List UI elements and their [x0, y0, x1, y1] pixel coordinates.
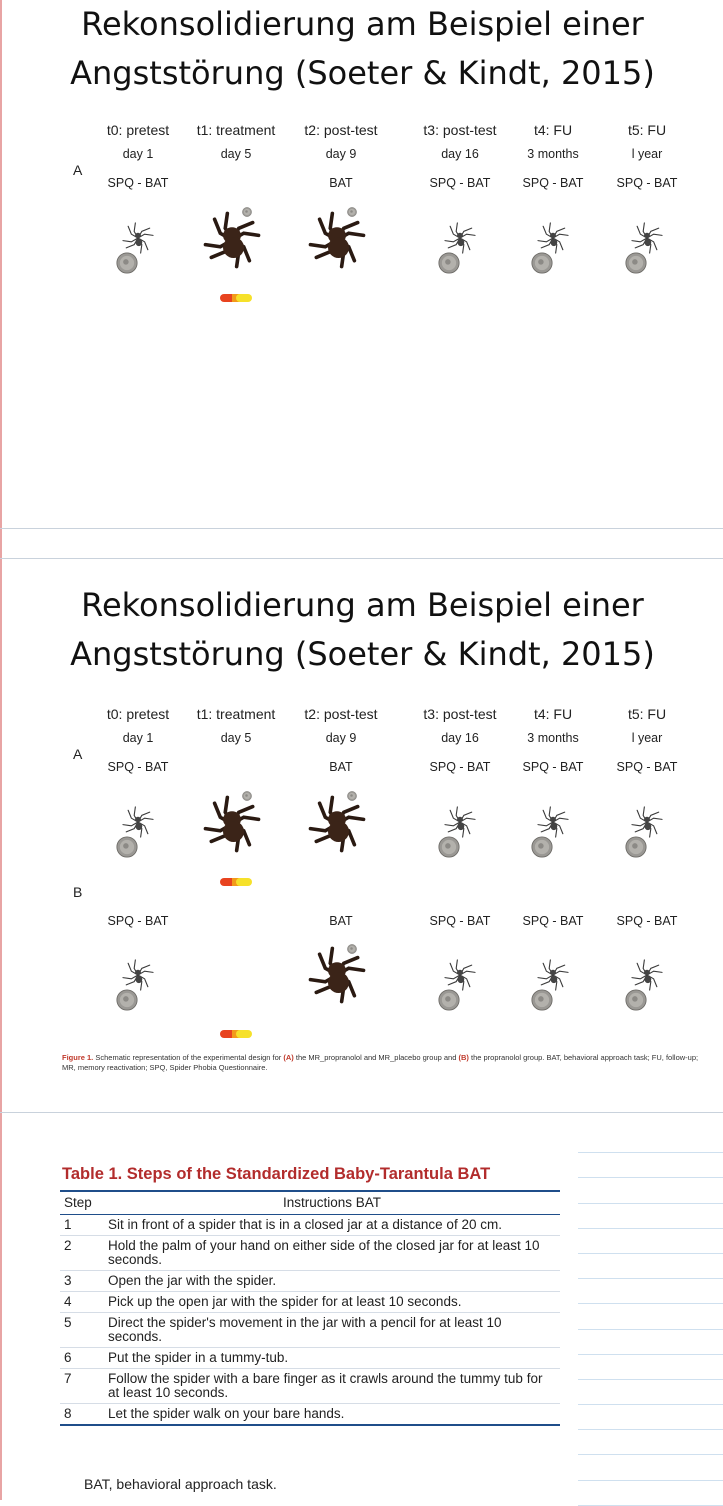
caption-text: the MR_propranolol and MR_placebo group and — [293, 1053, 459, 1062]
coin-icon — [242, 204, 252, 222]
table-row — [60, 1404, 560, 1426]
timepoint-measure: SPQ - BAT — [616, 176, 678, 190]
step-instruction: Follow the spider with a bare finger as it crawls around the tummy tub for at least 10 seconds. — [104, 1369, 560, 1404]
timepoint-measure: BAT — [329, 914, 353, 928]
slide-divider — [0, 528, 723, 529]
timepoint-day: l year — [631, 731, 663, 745]
step-number: 2 — [60, 1236, 104, 1271]
coin-icon — [625, 252, 647, 279]
caption-ref-a: (A) — [283, 1053, 294, 1062]
table-row — [60, 1313, 560, 1348]
step-instruction: Let the spider walk on your bare hands. — [104, 1404, 560, 1426]
timepoint-label: t3: post-test — [423, 122, 497, 138]
step-number: 1 — [60, 1215, 104, 1236]
table-row — [60, 1348, 560, 1369]
timepoint-label: t1: treatment — [196, 122, 276, 138]
table-row — [60, 1236, 560, 1271]
coin-icon — [347, 941, 357, 959]
timepoint-measure: SPQ - BAT — [522, 914, 584, 928]
caption-text: the propranolol group. BAT, behavioral approach task; FU, follow-up; MR, memory reactivation; SPQ, Spider Phobia Questionnaire. — [62, 1053, 699, 1072]
coin-icon — [531, 836, 553, 863]
slide-1 — [2, 0, 723, 528]
timepoint-measure: BAT — [329, 176, 353, 190]
notes-lines — [578, 1128, 723, 1506]
timepoint-measure: SPQ - BAT — [522, 760, 584, 774]
table-row — [60, 1271, 560, 1292]
step-number: 7 — [60, 1369, 104, 1404]
table-title: Table 1. Steps of the Standardized Baby-Tarantula BAT — [62, 1165, 491, 1183]
timepoint-label: t0: pretest — [106, 122, 170, 138]
table-row — [60, 1369, 560, 1404]
bat-steps-table — [60, 1190, 560, 1426]
slide-divider — [0, 1112, 723, 1113]
coin-icon — [438, 989, 460, 1016]
coin-icon — [531, 252, 553, 279]
slide-2 — [2, 559, 723, 1112]
coin-icon — [438, 836, 460, 863]
column-header-instructions: Instructions BAT — [104, 1191, 560, 1215]
timepoint-label: t2: post-test — [304, 706, 378, 722]
figure-caption — [62, 1053, 712, 1073]
step-instruction: Pick up the open jar with the spider for at least 10 seconds. — [104, 1292, 560, 1313]
step-instruction: Put the spider in a tummy-tub. — [104, 1348, 560, 1369]
row-a-label: A — [73, 162, 83, 178]
timepoint-measure: SPQ - BAT — [429, 176, 491, 190]
pill-icon — [219, 1026, 253, 1044]
step-number: 8 — [60, 1404, 104, 1426]
row-b-label: B — [73, 884, 83, 900]
timepoint-day: day 1 — [122, 147, 154, 161]
timepoint-day: day 16 — [441, 731, 479, 745]
slide-title: Rekonsolidierung am Beispiel einer Angststörung (Soeter & Kindt, 2015) — [70, 5, 655, 92]
timepoint-measure: SPQ - BAT — [429, 914, 491, 928]
table-row — [60, 1215, 560, 1236]
step-instruction: Direct the spider's movement in the jar with a pencil for at least 10 seconds. — [104, 1313, 560, 1348]
column-header-step: Step — [60, 1191, 104, 1215]
tarantula-large-icon — [307, 210, 367, 275]
timepoint-label: t3: post-test — [423, 706, 497, 722]
timepoint-measure: SPQ - BAT — [107, 760, 169, 774]
row-a-label: A — [73, 746, 83, 762]
timepoint-day: day 9 — [325, 731, 357, 745]
step-number: 3 — [60, 1271, 104, 1292]
timepoint-day: day 16 — [441, 147, 479, 161]
coin-icon — [347, 788, 357, 806]
timepoint-label: t5: FU — [627, 706, 667, 722]
coin-icon — [531, 989, 553, 1016]
coin-icon — [116, 252, 138, 279]
timepoint-day: day 5 — [220, 147, 252, 161]
timepoint-measure: SPQ - BAT — [616, 760, 678, 774]
coin-icon — [438, 252, 460, 279]
timepoint-label: t0: pretest — [106, 706, 170, 722]
table-row — [60, 1292, 560, 1313]
timepoint-measure: SPQ - BAT — [429, 760, 491, 774]
slide-title: Rekonsolidierung am Beispiel einer Angststörung (Soeter & Kindt, 2015) — [70, 586, 655, 673]
pill-icon — [219, 290, 253, 308]
tarantula-large-icon — [202, 794, 262, 859]
table-footnote: BAT, behavioral approach task. — [84, 1476, 277, 1492]
timepoint-measure: SPQ - BAT — [522, 176, 584, 190]
caption-text: Schematic representation of the experimental design for — [93, 1053, 284, 1062]
timepoint-day: 3 months — [527, 731, 579, 745]
coin-icon — [116, 836, 138, 863]
step-number: 6 — [60, 1348, 104, 1369]
timepoint-day: day 1 — [122, 731, 154, 745]
tarantula-large-icon — [307, 794, 367, 859]
caption-label: Figure 1. — [62, 1053, 94, 1062]
step-instruction: Open the jar with the spider. — [104, 1271, 560, 1292]
coin-icon — [625, 836, 647, 863]
step-instruction: Hold the palm of your hand on either side of the closed jar for at least 10 seconds. — [104, 1236, 560, 1271]
coin-icon — [347, 204, 357, 222]
timepoint-day: l year — [631, 147, 663, 161]
timepoint-measure: BAT — [329, 760, 353, 774]
timepoint-day: day 5 — [220, 731, 252, 745]
timepoint-day: 3 months — [527, 147, 579, 161]
timepoint-label: t4: FU — [533, 706, 573, 722]
timepoint-label: t4: FU — [533, 122, 573, 138]
timepoint-label: t2: post-test — [304, 122, 378, 138]
tarantula-large-icon — [202, 210, 262, 275]
timepoint-measure: SPQ - BAT — [616, 914, 678, 928]
timepoint-measure: SPQ - BAT — [107, 914, 169, 928]
step-instruction: Sit in front of a spider that is in a closed jar at a distance of 20 cm. — [104, 1215, 560, 1236]
step-number: 4 — [60, 1292, 104, 1313]
step-number: 5 — [60, 1313, 104, 1348]
coin-icon — [116, 989, 138, 1016]
timepoint-day: day 9 — [325, 147, 357, 161]
caption-ref-b: (B) — [458, 1053, 469, 1062]
coin-icon — [625, 989, 647, 1016]
timepoint-label: t5: FU — [627, 122, 667, 138]
pill-icon — [219, 874, 253, 892]
coin-icon — [242, 788, 252, 806]
tarantula-large-icon — [307, 945, 367, 1010]
timepoint-measure: SPQ - BAT — [107, 176, 169, 190]
timepoint-label: t1: treatment — [196, 706, 276, 722]
